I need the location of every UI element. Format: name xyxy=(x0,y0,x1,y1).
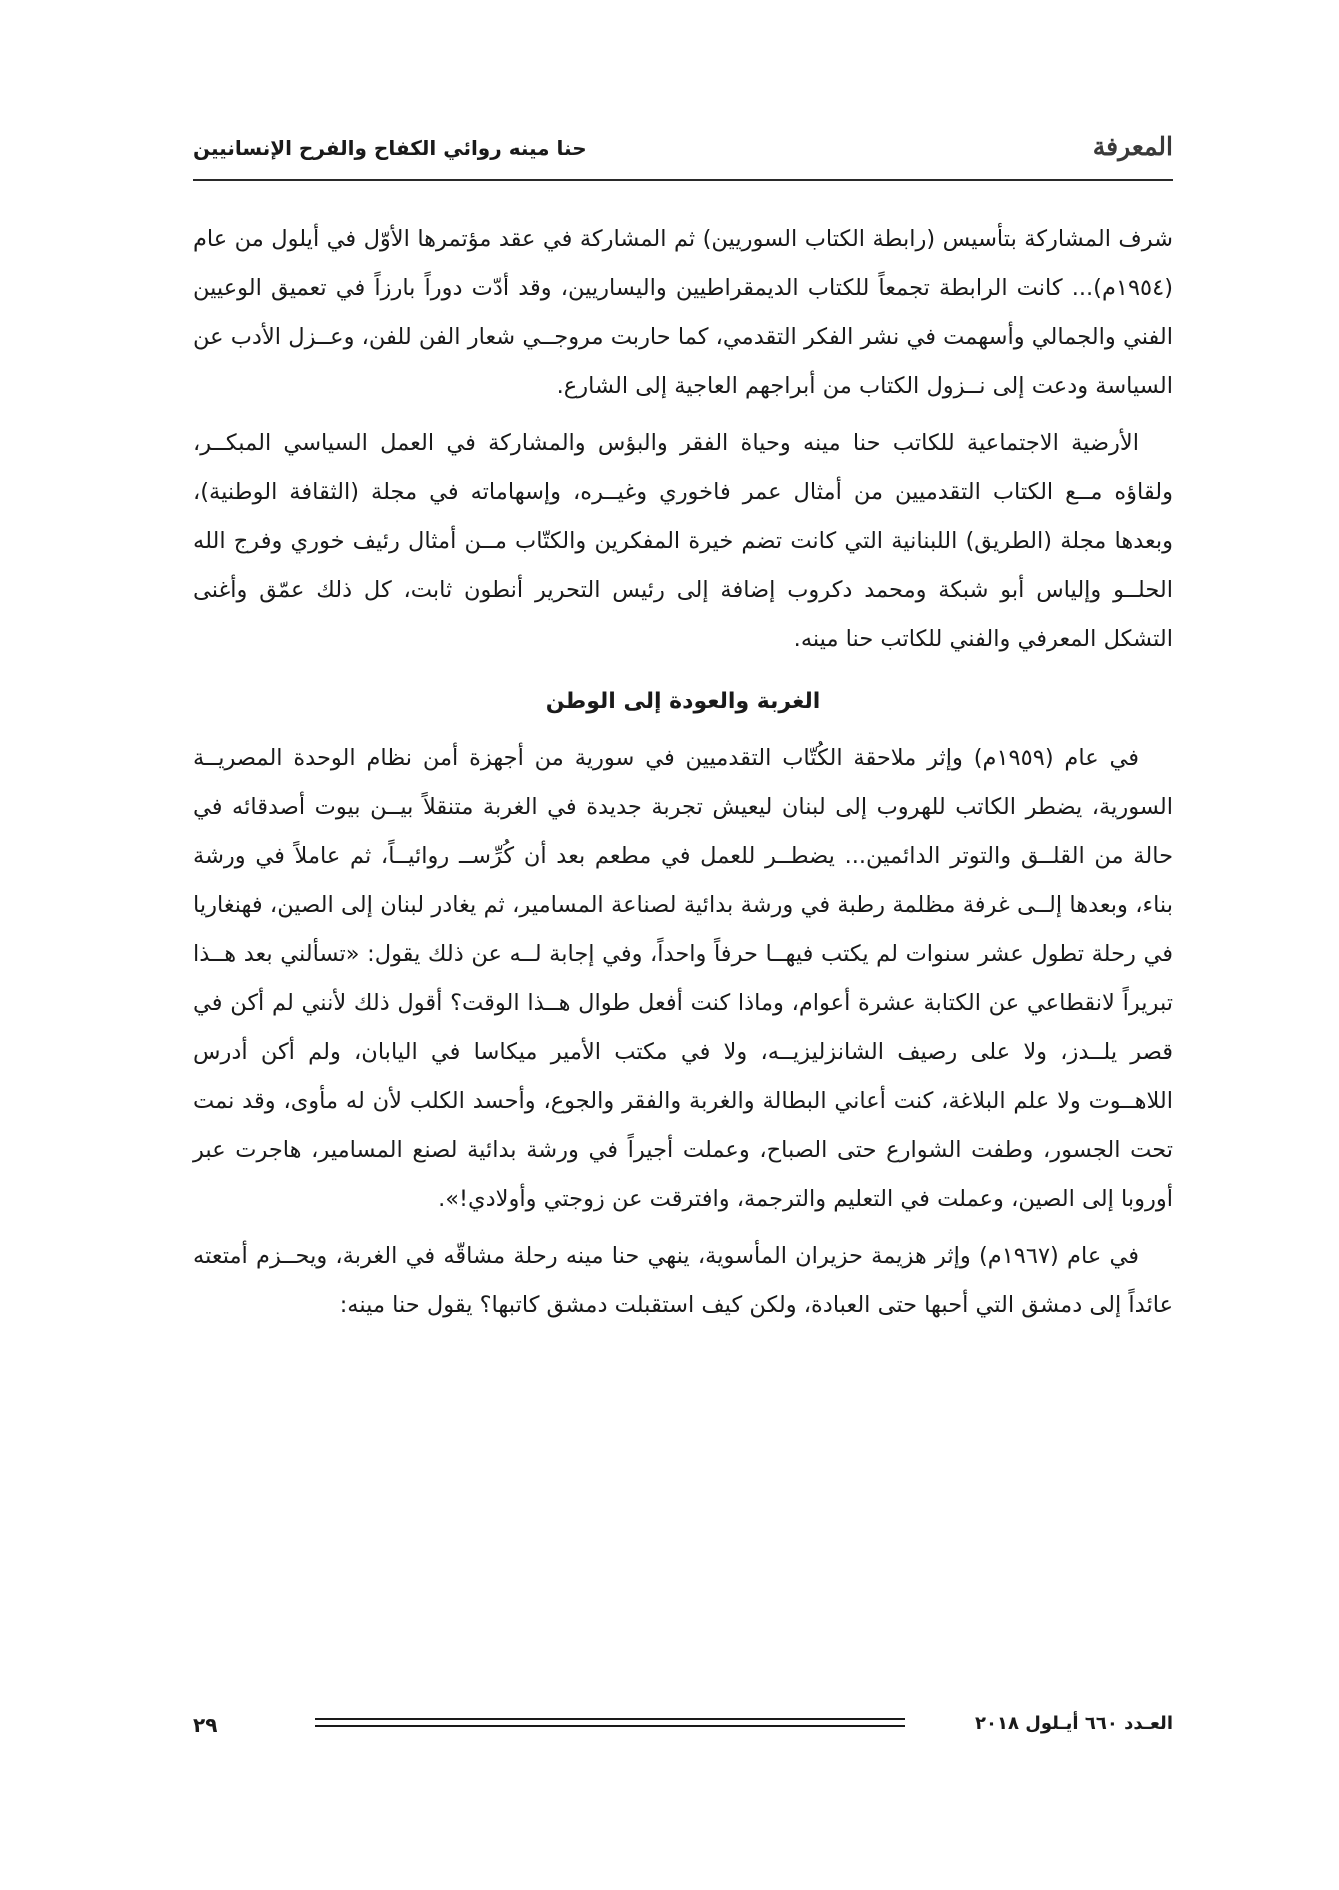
page-header xyxy=(193,130,1173,170)
magazine-logo: المعرفة xyxy=(1092,132,1173,161)
issue-info: العـدد ٦٦٠ أيـلول ٢٠١٨ xyxy=(975,1713,1173,1734)
article-running-title: حنا مينه روائي الكفاح والفرح الإنسانيين xyxy=(193,136,587,160)
footer-divider xyxy=(315,1718,905,1720)
paragraph: الأرضية الاجتماعية للكاتب حنا مينه وحياة الفقر والبؤس والمشاركة في العمل السياسي المبكــر، ولقاؤه مــع الكتاب التقدميين من أمثال عمر فاخوري وغيــره، وإسهاماته في مجلة (الثقافة الوطنية)، وبعدها مجلة (الطريق) اللبنانية التي كانت تضم خيرة المفكرين والكتّاب مــن أمثال رئيف خوري وفرج الله الحلــو وإلياس أبو شبكة ومحمد دكروب إضافة إلى رئيس التحرير أنطون ثابت، كل ذلك عمّق وأغنى التشكل المعرفي والفني للكاتب حنا مينه. xyxy=(193,430,1173,652)
paragraph: في عام (١٩٦٧م) وإثر هزيمة حزيران المأسوية، ينهي حنا مينه رحلة مشاقّه في الغربة، ويحــزم أمتعته عائداً إلى دمشق التي أحبها حتى العبادة، ولكن كيف استقبلت دمشق كاتبها؟ يقول حنا مينه: xyxy=(193,1243,1173,1318)
header-divider xyxy=(193,179,1173,181)
footer-divider xyxy=(315,1725,905,1727)
paragraph: شرف المشاركة بتأسيس (رابطة الكتاب السوريين) ثم المشاركة في عقد مؤتمرها الأوّل في أيلول من عام (١٩٥٤م)... كانت الرابطة تجمعاً للكتاب الديمقراطيين واليساريين، وقد أدّت دوراً بارزاً في تعميق الوعيين الفني والجمالي وأسهمت في نشر الفكر التقدمي، كما حاربت مروجــي شعار الفن للفن، وعــزل الأدب عن السياسة ودعت إلى نــزول الكتاب من أبراجهم العاجية إلى الشارع. xyxy=(193,226,1173,399)
page-number: ٢٩ xyxy=(193,1713,218,1737)
section-heading: الغربة والعودة إلى الوطن xyxy=(545,689,821,714)
paragraph: في عام (١٩٥٩م) وإثر ملاحقة الكُتّاب التقدميين في سورية من أجهزة أمن نظام الوحدة المصريــة السورية، يضطر الكاتب للهروب إلى لبنان ليعيش تجربة جديدة في الغربة متنقلاً بيــن بيوت أصدقائه في حالة من القلــق والتوتر الدائمين... يضطــر للعمل في مطعم بعد أن كُرِّســ روائيــاً، ثم عاملاً في ورشة بناء، وبعدها إلــى غرفة مظلمة رطبة في ورشة بدائية لصناعة المسامير، ثم يغادر لبنان إلى الصين، فهنغاريا في رحلة تطول عشر سنوات لم يكتب فيهــا حرفاً واحداً، وفي إجابة لــه عن ذلك يقول: «تسألني بعد هــذا تبريراً لانقطاعي عن الكتابة عشرة أعوام، وماذا كنت أفعل طوال هــذا الوقت؟ أقول ذلك لأنني لم أكن في قصر يلــدز، ولا على رصيف الشانزليزيــه، ولا في مكتب الأمير ميكاسا في اليابان، ولم أكن أدرس اللاهــوت ولا علم البلاغة، كنت أعاني البطالة والغربة والفقر والجوع، وأحسد الكلب لأن له مأوى، وقد نمت تحت الجسور، وطفت الشوارع حتى الصباح، وعملت أجيراً في ورشة بدائية لصنع المسامير، هاجرت عبر أوروبا إلى الصين، وعملت في التعليم والترجمة، وافترقت عن زوجتي وأولادي!». xyxy=(193,745,1173,1212)
article-body xyxy=(193,215,1173,1338)
